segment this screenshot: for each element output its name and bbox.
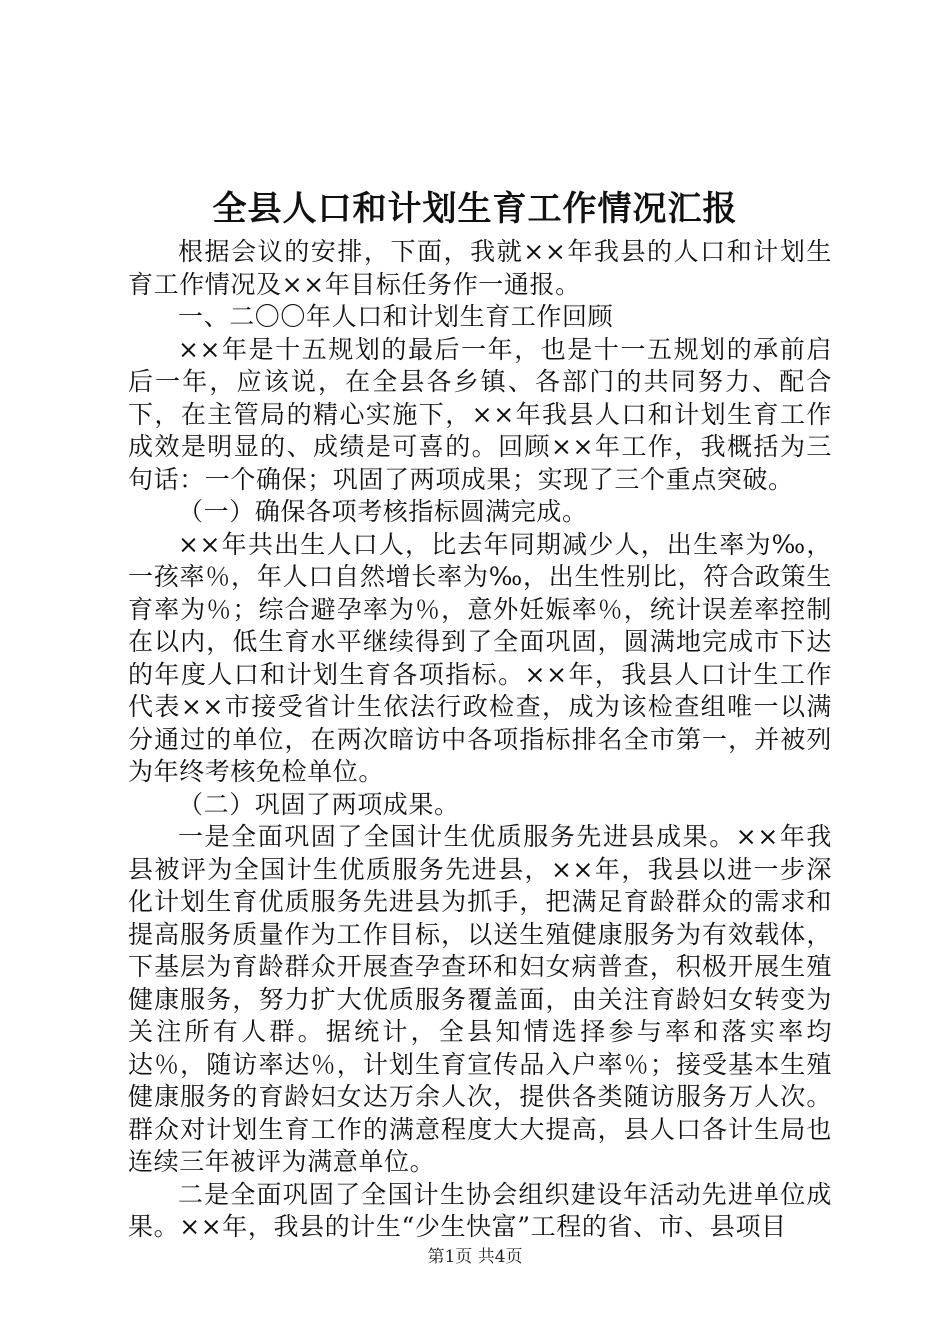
paragraph: 二是全面巩固了全国计生协会组织建设年活动先进单位成果。××年，我县的计生“少生快富”工程的省、市、县项目	[128, 1179, 832, 1241]
section-heading: 一、二〇〇年人口和计划生育工作回顾	[178, 302, 614, 331]
document-body	[128, 236, 832, 1244]
document-title: 全县人口和计划生育工作情况汇报	[212, 189, 738, 229]
page-number: 第1页 共4页	[427, 1247, 523, 1267]
subsection-heading: （一）确保各项考核指标圆满完成。	[178, 497, 588, 526]
paragraph: 根据会议的安排，下面，我就××年我县的人口和计划生育工作情况及××年目标任务作一通报。	[128, 237, 832, 299]
paragraph: 一是全面巩固了全国计生优质服务先进县成果。××年我县被评为全国计生优质服务先进县，××年，我县以进一步深化计划生育优质服务先进县为抓手，把满足育龄群众的需求和提高服务质量作为工作目标，以送生殖健康服务为有效载体，下基层为育龄群众开展查孕查环和妇女病普查，积极开展生殖健康服务，努力扩大优质服务覆盖面，由关注育龄妇女转变为关注所有人群。据统计，全县知情选择参与率和落实率均达％，随访率达％，计划生育宣传品入户率％；接受基本生殖健康服务的育龄妇女达万余人次，提供各类随访服务万人次。群众对计划生育工作的满意程度大大提高，县人口各计生局也连续三年被评为满意单位。	[128, 822, 832, 1176]
subsection-heading: （二）巩固了两项成果。	[178, 789, 460, 819]
paragraph: ××年共出生人口人，比去年同期减少人，出生率为‰，一孩率％，年人口自然增长率为‰，出生性别比，符合政策生育率为％；综合避孕率为％，意外妊娠率％，统计误差率控制在以内，低生育水平继续得到了全面巩固，圆满地完成市下达的年度人口和计划生育各项指标。××年，我县人口计生工作代表××市接受省计生依法行政检查，成为该检查组唯一以满分通过的单位，在两次暗访中各项指标排名全市第一，并被列为年终考核免检单位。	[128, 529, 832, 786]
paragraph: ××年是十五规划的最后一年，也是十一五规划的承前启后一年，应该说，在全县各乡镇、各部门的共同努力、配合下，在主管局的精心实施下，××年我县人口和计划生育工作成效是明显的、成绩是可喜的。回顾××年工作，我概括为三句话：一个确保；巩固了两项成果；实现了三个重点突破。	[128, 334, 832, 494]
